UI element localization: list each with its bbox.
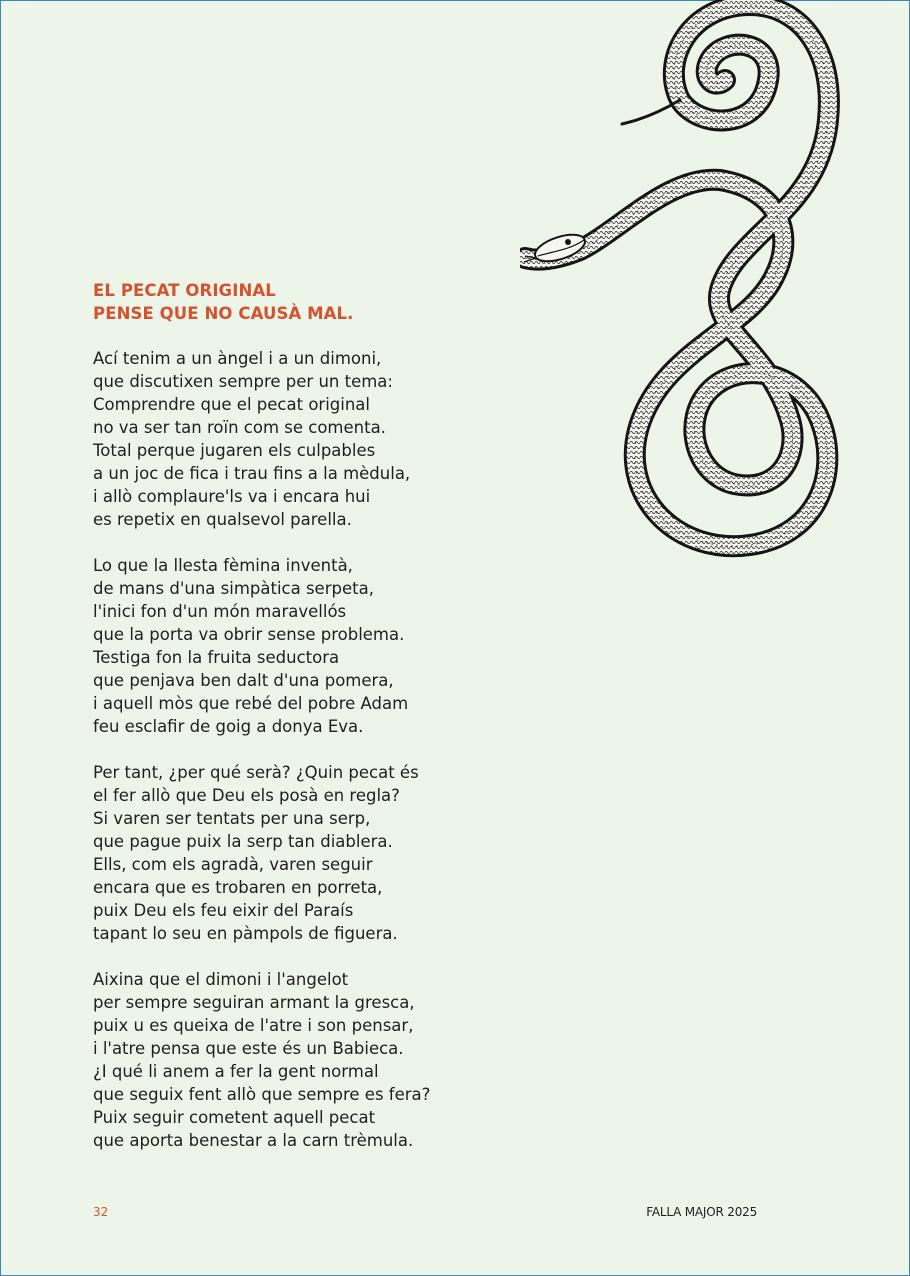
poem-line: Ací tenim a un àngel i a un dimoni, — [93, 349, 382, 368]
page-number: 32 — [93, 1205, 109, 1219]
title-line-2: PENSE QUE NO CAUSÀ MAL. — [93, 304, 354, 323]
poem-line: encara que es trobaren en porreta, — [93, 878, 383, 897]
poem-line: a un joc de fica i trau fins a la mèdula, — [93, 464, 411, 483]
poem-body — [93, 347, 430, 1175]
poem-line: Si varen ser tentats per una serp, — [93, 809, 371, 828]
poem-line: que discutixen sempre per un tema: — [93, 372, 393, 391]
poem-line: que la porta va obrir sense problema. — [93, 625, 405, 644]
title-line-1: EL PECAT ORIGINAL — [93, 281, 276, 300]
poem-line: per sempre seguiran armant la gresca, — [93, 993, 415, 1012]
poem-line: Puix seguir cometent aquell pecat — [93, 1108, 376, 1127]
poem-line: i aquell mòs que rebé del pobre Adam — [93, 694, 409, 713]
poem-line: ¿I qué li anem a fer la gent normal — [93, 1062, 379, 1081]
stanza — [93, 761, 430, 945]
poem-line: no va ser tan roïn com se comenta. — [93, 418, 386, 437]
poem-line: l'inici fon d'un món maravellós — [93, 602, 347, 621]
poem-line: Total perque jugaren els culpables — [93, 441, 376, 460]
poem-line: Per tant, ¿per qué serà? ¿Quin pecat és — [93, 763, 419, 782]
poem-line: puix Deu els feu eixir del Paraís — [93, 901, 354, 920]
snake-illustration — [520, 0, 840, 565]
poem-line: Testiga fon la fruita seductora — [93, 648, 340, 667]
publication-title: FALLA MAJOR 2025 — [646, 1205, 757, 1219]
poem-line: que pague puix la serp tan diablera. — [93, 832, 393, 851]
poem-line: Ells, com els agradà, varen seguir — [93, 855, 373, 874]
poem-title — [93, 279, 354, 325]
poem-line: i l'atre pensa que este és un Babieca. — [93, 1039, 404, 1058]
poem-line: Aixina que el dimoni i l'angelot — [93, 970, 349, 989]
poem-line: puix u es queixa de l'atre i son pensar, — [93, 1016, 414, 1035]
poem-line: el fer allò que Deu els posà en regla? — [93, 786, 400, 805]
stanza — [93, 554, 430, 738]
poem-line: es repetix en qualsevol parella. — [93, 510, 352, 529]
poem-line: que penjava ben dalt d'una pomera, — [93, 671, 394, 690]
stanza — [93, 347, 430, 531]
poem-line: Comprendre que el pecat original — [93, 395, 370, 414]
stanza — [93, 968, 430, 1152]
poem-line: tapant lo seu en pàmpols de figuera. — [93, 924, 398, 943]
poem-line: que seguix fent allò que sempre es fera? — [93, 1085, 431, 1104]
poem-line: feu esclafir de goig a donya Eva. — [93, 717, 364, 736]
poem-line: i allò complaure'ls va i encara hui — [93, 487, 371, 506]
poem-line: que aporta benestar a la carn trèmula. — [93, 1131, 414, 1150]
poem-line: Lo que la llesta fèmina inventà, — [93, 556, 353, 575]
poem-line: de mans d'una simpàtica serpeta, — [93, 579, 374, 598]
